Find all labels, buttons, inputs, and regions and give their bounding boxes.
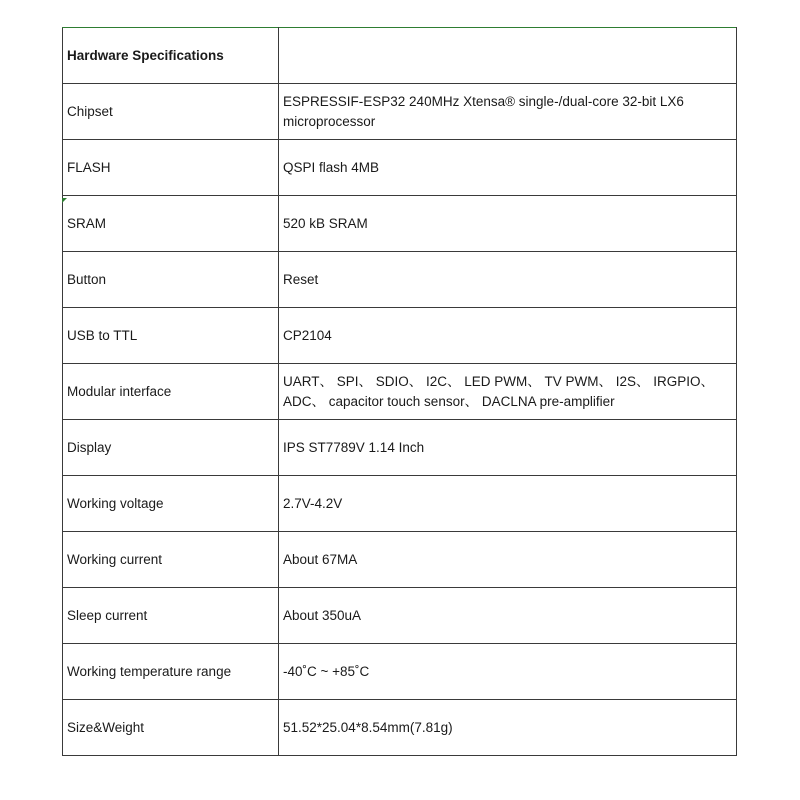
table-row (63, 196, 737, 252)
spec-label-usb-to-ttl: USB to TTL (63, 308, 279, 364)
spec-value-flash: QSPI flash 4MB (279, 140, 737, 196)
table-row (63, 700, 737, 756)
table-row (63, 420, 737, 476)
spec-label-chipset: Chipset (63, 84, 279, 140)
table-row (63, 364, 737, 420)
table-row (63, 532, 737, 588)
spec-label-size-weight: Size&Weight (63, 700, 279, 756)
spec-value-sleep-current: About 350uA (279, 588, 737, 644)
cell-corner-marker (62, 198, 67, 203)
table-header-value (279, 28, 737, 84)
hardware-spec-table (62, 27, 737, 756)
spec-label-modular-interface: Modular interface (63, 364, 279, 420)
spec-value-working-voltage: 2.7V-4.2V (279, 476, 737, 532)
spec-value-size-weight: 51.52*25.04*8.54mm(7.81g) (279, 700, 737, 756)
table-row (63, 252, 737, 308)
spec-label-flash: FLASH (63, 140, 279, 196)
spec-value-sram: 520 kB SRAM (279, 196, 737, 252)
spec-value-modular-interface: UART、 SPI、 SDIO、 I2C、 LED PWM、 TV PWM、 I2S、 IRGPIO、 ADC、 capacitor touch sensor、 DACLNA pre-amplifier (279, 364, 737, 420)
spec-value-display: IPS ST7789V 1.14 Inch (279, 420, 737, 476)
spec-value-working-temperature: -40˚C ~ +85˚C (279, 644, 737, 700)
spec-label-button: Button (63, 252, 279, 308)
table-row (63, 84, 737, 140)
spec-label-sram: SRAM (63, 196, 279, 252)
table-title: Hardware Specifications (63, 28, 279, 84)
table-row (63, 644, 737, 700)
spec-label-working-current: Working current (63, 532, 279, 588)
spec-label-display: Display (63, 420, 279, 476)
table-row (63, 476, 737, 532)
table-header-row (63, 28, 737, 84)
table-row (63, 588, 737, 644)
spec-label-working-voltage: Working voltage (63, 476, 279, 532)
spec-value-button: Reset (279, 252, 737, 308)
table-row (63, 140, 737, 196)
spec-value-usb-to-ttl: CP2104 (279, 308, 737, 364)
spec-value-chipset: ESPRESSIF-ESP32 240MHz Xtensa® single-/dual-core 32-bit LX6 microprocessor (279, 84, 737, 140)
spec-label-working-temperature: Working temperature range (63, 644, 279, 700)
spec-value-working-current: About 67MA (279, 532, 737, 588)
spec-label-sleep-current: Sleep current (63, 588, 279, 644)
table-row (63, 308, 737, 364)
